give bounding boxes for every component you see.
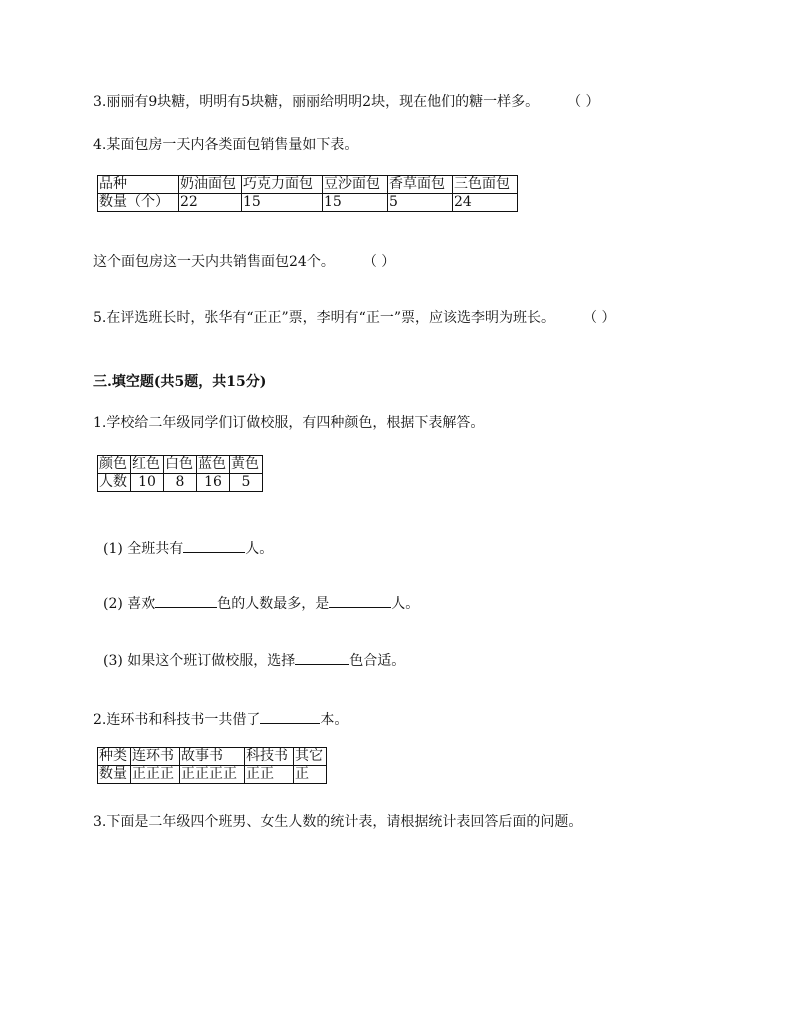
question-4-statement (93, 253, 395, 271)
sub-question-text: 色的人数最多，是 (217, 596, 330, 612)
table-cell: 蓝色 (197, 456, 230, 474)
table-cell: 24 (453, 194, 518, 212)
table-header-row (98, 176, 518, 194)
table-cell: 10 (131, 474, 164, 492)
sub-question-text: (1) 全班共有 (103, 541, 184, 557)
table-cell: 正正正正 (180, 766, 245, 784)
sub-question-text: (3) 如果这个班订做校服，选择 (103, 653, 296, 669)
question-text: 2.连环书和科技书一共借了 (93, 712, 261, 728)
table-cell: 香草面包 (388, 176, 453, 194)
question-text: 本。 (320, 712, 349, 728)
book-tally-table (97, 747, 327, 784)
sub-question-text: 色合适。 (349, 653, 406, 669)
sub-question-2 (103, 593, 419, 613)
table-cell: 5 (230, 474, 263, 492)
sub-question-3 (103, 650, 405, 670)
answer-blank[interactable] (260, 709, 320, 724)
sub-question-text: (2) 喜欢 (103, 596, 156, 612)
table-cell: 品种 (98, 176, 179, 194)
table-cell: 5 (388, 194, 453, 212)
table-cell: 人数 (98, 474, 131, 492)
fill-question-2 (93, 709, 348, 729)
table-cell: 巧克力面包 (242, 176, 323, 194)
table-row (98, 474, 263, 492)
table-cell: 正正正 (131, 766, 180, 784)
statement-text: 这个面包房这一天内共销售面包24个。 (93, 254, 335, 270)
answer-blank[interactable] (329, 593, 391, 608)
table-cell: 正 (294, 766, 327, 784)
sub-question-text: 人。 (245, 541, 274, 557)
table-cell: 15 (323, 194, 388, 212)
answer-blank[interactable] (183, 538, 245, 553)
table-cell: 故事书 (180, 748, 245, 766)
question-3-text: 3.丽丽有9块糖，明明有5块糖，丽丽给明明2块，现在他们的糖一样多。 (93, 94, 540, 110)
answer-parentheses: （ ） (567, 94, 600, 110)
answer-parentheses: （ ） (362, 254, 396, 270)
sub-question-1 (103, 538, 273, 558)
table-header-row (98, 456, 263, 474)
question-5-text: 5.在评选班长时，张华有“正正”票，李明有“正一”票，应该选李明为班长。 (93, 310, 555, 326)
table-cell: 连环书 (131, 748, 180, 766)
question-3 (93, 93, 600, 111)
section-title: 三.填空题(共5题，共15分) (93, 374, 267, 390)
table-header-row (98, 748, 327, 766)
table-cell: 数量（个） (98, 194, 179, 212)
table-cell: 种类 (98, 748, 131, 766)
table-cell: 正正 (245, 766, 294, 784)
table-cell: 豆沙面包 (323, 176, 388, 194)
fill-question-3-text: 3.下面是二年级四个班男、女生人数的统计表，请根据统计表回答后面的问题。 (93, 814, 583, 830)
uniform-color-table (97, 455, 263, 492)
table-row (98, 766, 327, 784)
table-cell: 白色 (164, 456, 197, 474)
table-cell: 黄色 (230, 456, 263, 474)
bread-sales-table (97, 175, 518, 212)
question-4-text: 4.某面包房一天内各类面包销售量如下表。 (93, 137, 359, 153)
question-5 (93, 309, 615, 327)
table-cell: 其它 (294, 748, 327, 766)
table-cell: 16 (197, 474, 230, 492)
table-cell: 奶油面包 (179, 176, 242, 194)
fill-question-1-text: 1.学校给二年级同学们订做校服，有四种颜色，根据下表解答。 (93, 415, 485, 431)
table-cell: 数量 (98, 766, 131, 784)
table-cell: 三色面包 (453, 176, 518, 194)
table-row (98, 194, 518, 212)
table-cell: 22 (179, 194, 242, 212)
table-cell: 8 (164, 474, 197, 492)
table-cell: 红色 (131, 456, 164, 474)
table-cell: 科技书 (245, 748, 294, 766)
answer-blank[interactable] (155, 593, 217, 608)
sub-question-text: 人。 (391, 596, 420, 612)
answer-blank[interactable] (295, 650, 349, 665)
table-cell: 15 (242, 194, 323, 212)
table-cell: 颜色 (98, 456, 131, 474)
answer-parentheses: （ ） (583, 310, 616, 326)
